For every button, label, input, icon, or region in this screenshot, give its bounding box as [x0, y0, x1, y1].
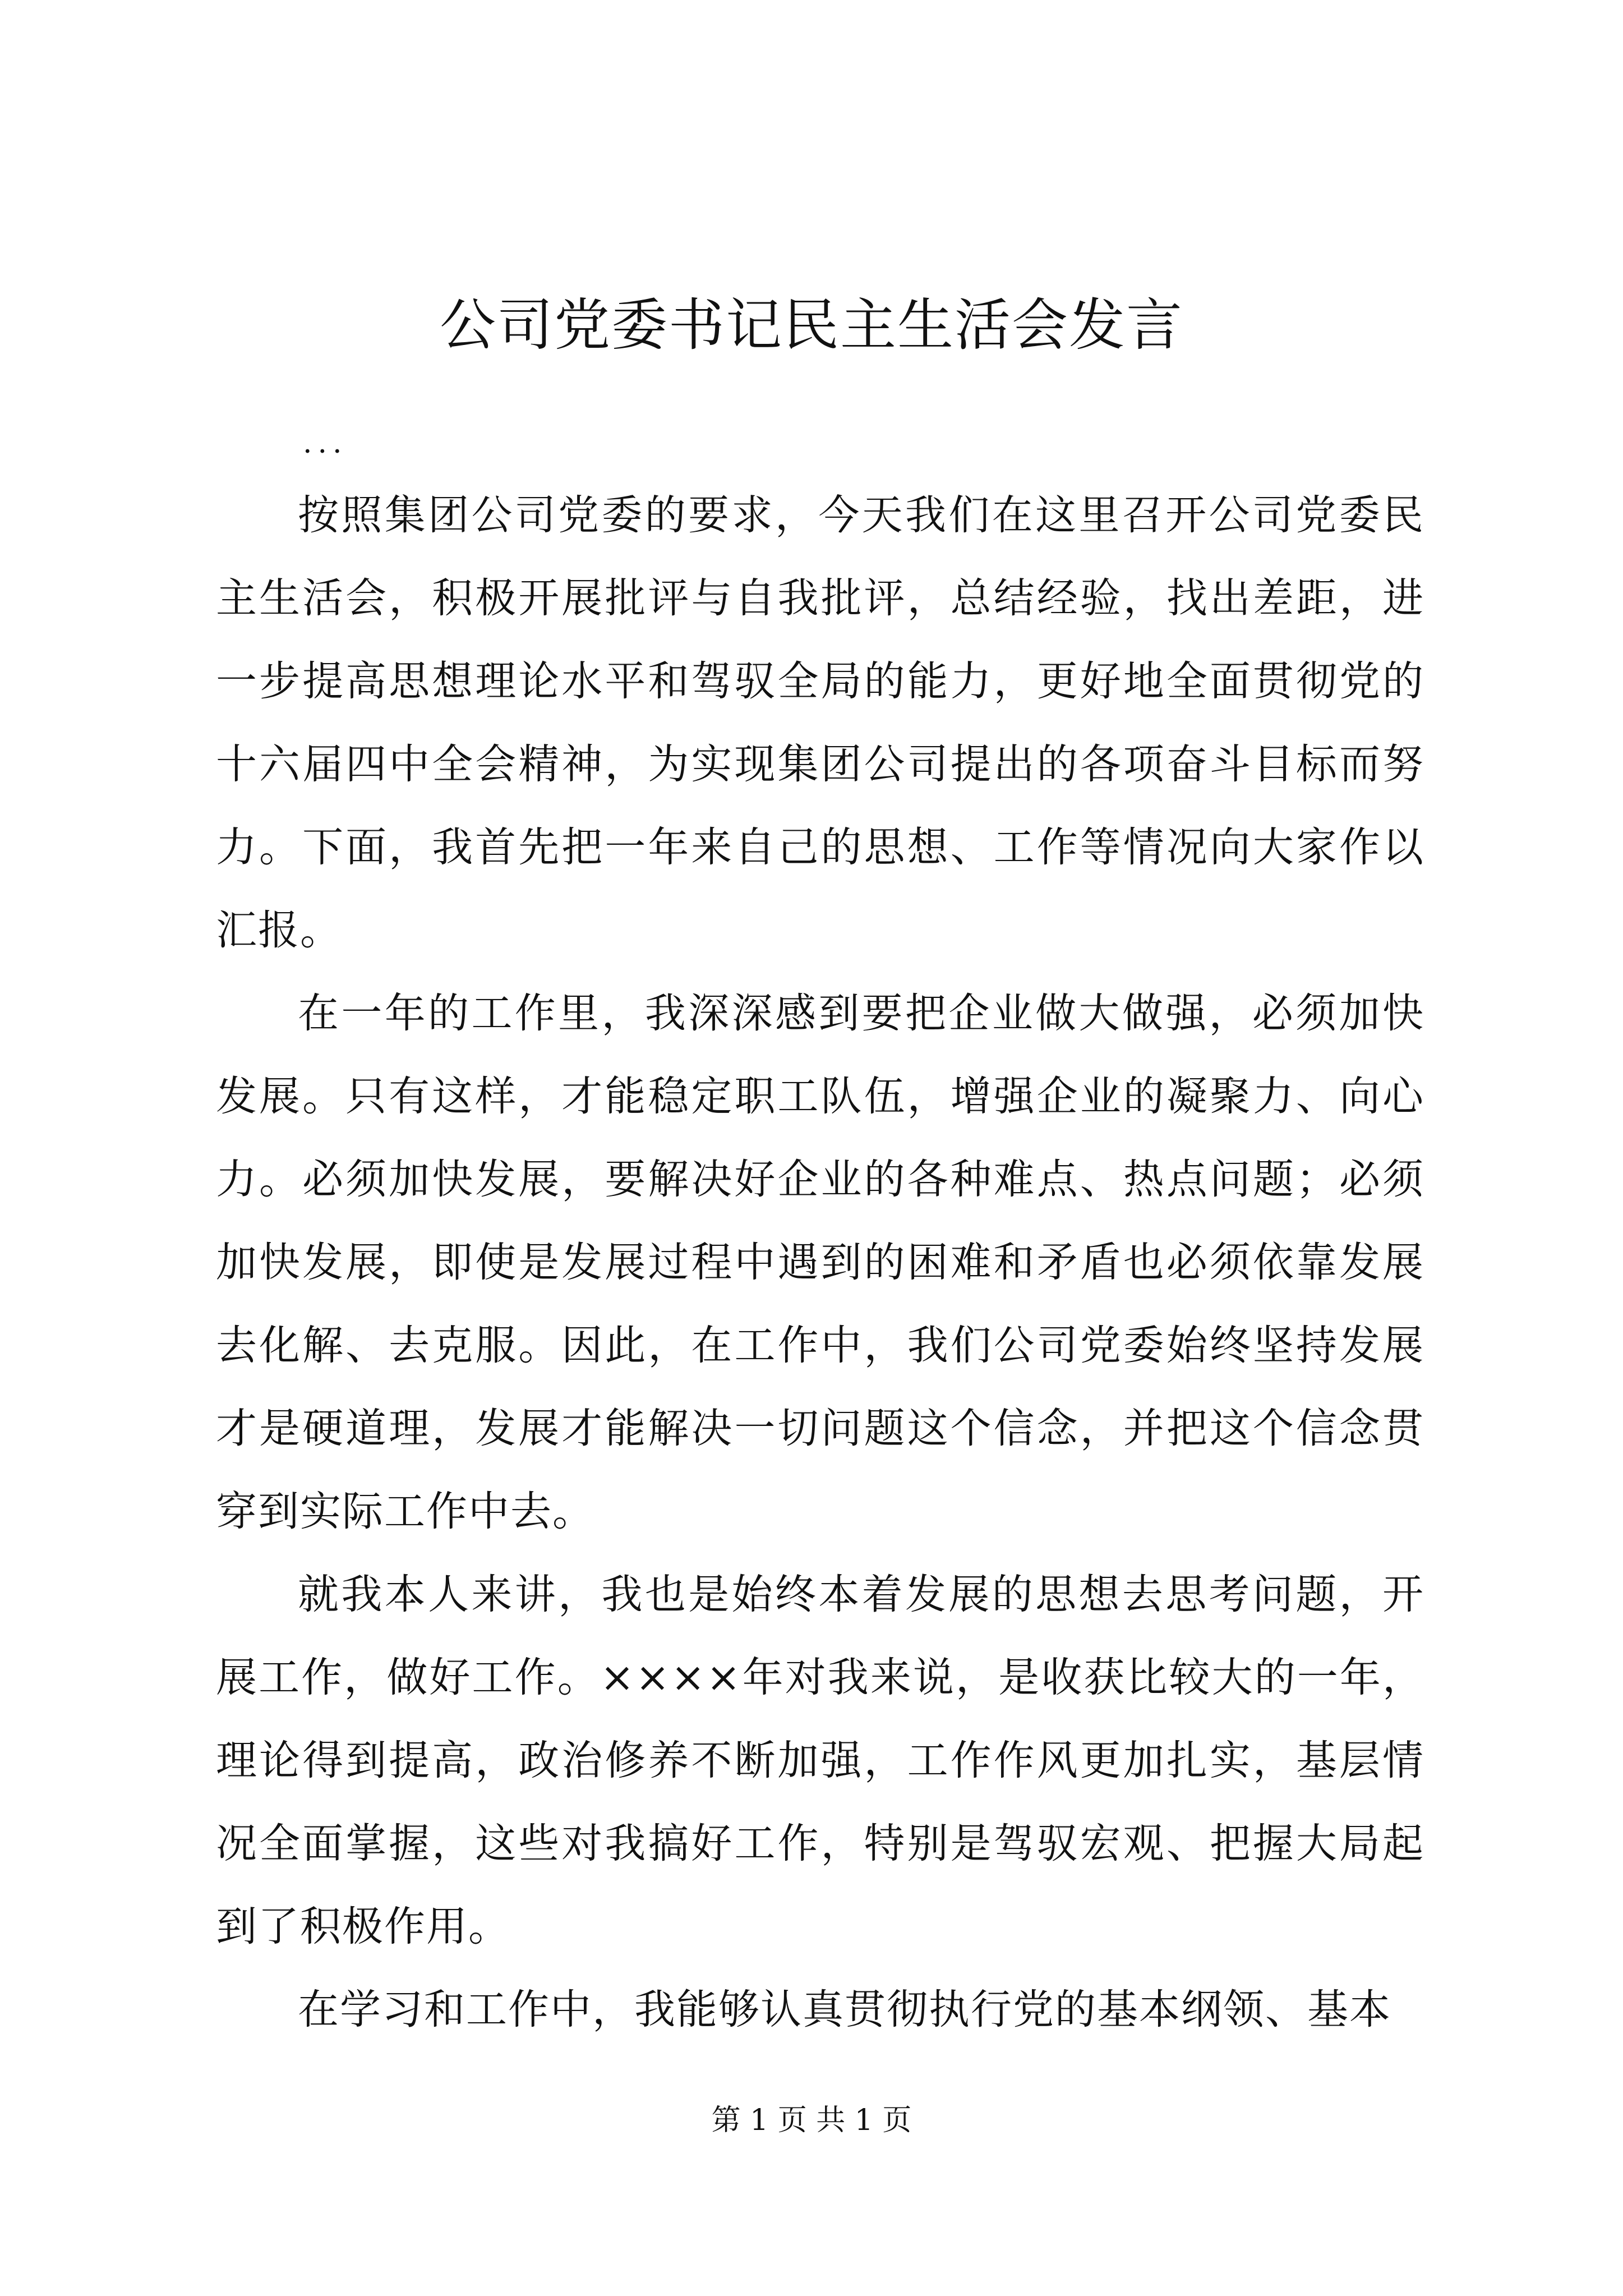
paragraph-2: 在一年的工作里，我深深感到要把企业做大做强，必须加快发展。只有这样，才能稳定职工队伍，增强企业的凝聚力、向心力。必须加快发展，要解决好企业的各种难点、热点问题；必须加快发展，即使是发展过程中遇到的困难和矛盾也必须依靠发展去化解、去克服。因此，在工作中，我们公司党委始终坚持发展才是硬道理，发展才能解决一切问题这个信念，并把这个信念贯穿到实际工作中去。 — [216, 990, 1424, 1535]
paragraph-1: 按照集团公司党委的要求，今天我们在这里召开公司党委民主生活会，积极开展批评与自我批评，总结经验，找出差距，进一步提高思想理论水平和驾驭全局的能力，更好地全面贯彻党的十六届四中全会精神，为实现集团公司提出的各项奋斗目标而努力。下面，我首先把一年来自己的思想、工作等情况向大家作以汇报。 — [216, 491, 1424, 954]
document-body — [216, 412, 1424, 2051]
paragraph-3: 就我本人来讲，我也是始终本着发展的思想去思考问题，开展工作，做好工作。××××年对我来说，是收获比较大的一年，理论得到提高，政治修养不断加强，工作作风更加扎实，基层情况全面掌握，这些对我搞好工作，特别是驾驭宏观、把握大局起到了积极作用。 — [216, 1571, 1424, 1950]
paragraph-4: 在学习和工作中，我能够认真贯彻执行党的基本纲领、基本 — [298, 1986, 1391, 2033]
document-title: 公司党委书记民主生活会发言 — [440, 292, 1183, 358]
page-footer: 第 1 页 共 1 页 — [711, 2104, 912, 2137]
ellipsis-marker: ... — [303, 426, 348, 460]
